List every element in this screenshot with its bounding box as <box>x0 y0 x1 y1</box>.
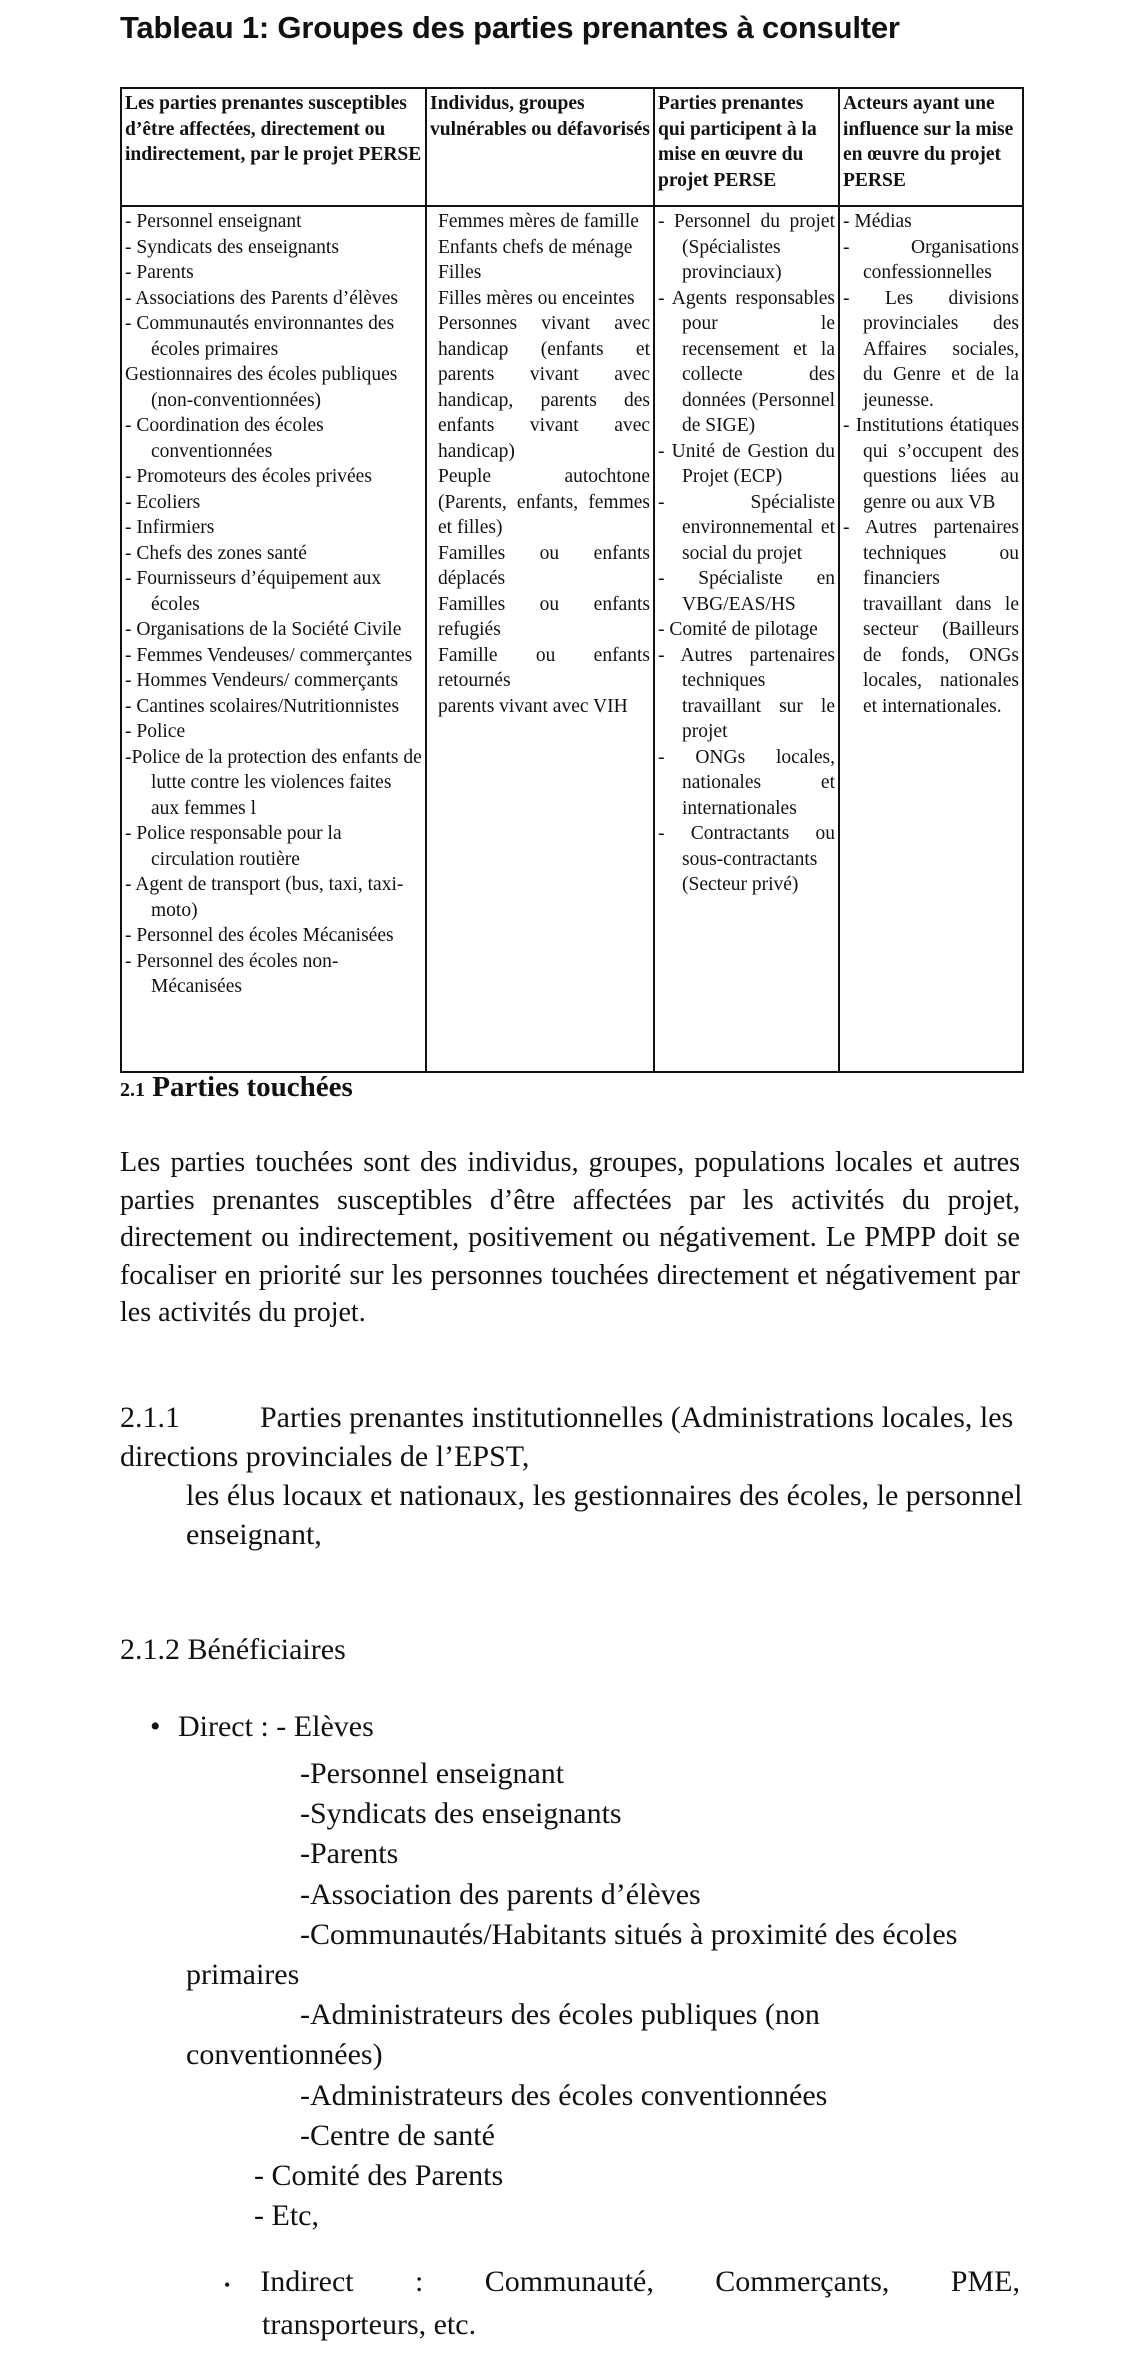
cell-influencers <box>839 206 1023 1072</box>
list-affected <box>125 209 422 1000</box>
list-item: Familles ou enfants déplacés <box>438 542 650 589</box>
list-item: - Cantines scolaires/Nutritionnistes <box>125 695 400 717</box>
list-item: -Syndicats des enseignants <box>300 1797 622 1831</box>
list-item: -Association des parents d’élèves <box>300 1877 701 1911</box>
subsection-211-line1: Parties prenantes institutionnelles (Administrations locales, les directions provinciales de l’EPST, <box>120 1401 1014 1473</box>
list-item: - Fournisseurs d’équipement aux écoles <box>125 568 382 615</box>
section-paragraph: Les parties touchées sont des individus, groupes, populations locales et autres parties prenantes susceptibles d’être affectées par les activités du projet, directement ou indirectement, positivement ou négativement. Le PMPP doit se focaliser en priorité sur les personnes touchées directement et négativement par les activités du projet. <box>120 1147 1020 1328</box>
list-item: - Coordination des écoles conventionnées <box>125 415 324 462</box>
list-item: - Ecoliers <box>125 491 201 513</box>
section-heading <box>120 1071 353 1104</box>
direct-label: Direct : - Elèves <box>178 1710 374 1743</box>
list-item: - Spécialiste en VBG/EAS/HS <box>658 568 835 615</box>
list-item: - Contractants ou sous-contractants (Secteur privé) <box>658 823 835 895</box>
cell-implementers <box>654 206 839 1072</box>
list-item: - Organisations confessionnelles <box>843 236 1019 283</box>
list-item: - Personnel des écoles non-Mécanisées <box>125 950 339 997</box>
section-number: 2.1 <box>120 1079 145 1101</box>
list-item: Familles ou enfants refugiés <box>438 593 650 640</box>
list-item: parents vivant avec VIH <box>438 695 628 717</box>
list-item: Filles <box>438 262 482 283</box>
list-item: - Institutions étatiques qui s’occupent des questions liées au genre ou aux VB <box>843 415 1019 513</box>
list-item: -Personnel enseignant <box>300 1757 565 1790</box>
direct-list <box>120 1754 1020 2236</box>
header-affected: Les parties prenantes susceptibles d’être affectées, directement ou indirectement, par le projet PERSE <box>121 88 426 206</box>
list-item: -Centre de santé <box>300 2118 495 2152</box>
list-item: Enfants chefs de ménage <box>438 236 633 258</box>
list-item: - Organisations de la Société Civile <box>125 619 402 640</box>
list-item: - Autres partenaires techniques travaillant sur le projet <box>658 644 835 742</box>
indirect-line2: transporteurs, etc. <box>262 2308 477 2341</box>
list-item: - Personnel des écoles Mécanisées <box>125 925 394 946</box>
header-implementers: Parties prenantes qui participent à la mise en œuvre du projet PERSE <box>654 88 839 206</box>
list-item: - Chefs des zones santé <box>125 542 307 564</box>
indirect-word: Commerçants, <box>715 2265 890 2298</box>
list-vulnerable <box>430 209 650 719</box>
list-item: Famille ou enfants retournés <box>438 644 650 691</box>
list-item: - Unité de Gestion du Projet (ECP) <box>658 440 835 487</box>
list-item: - Communautés environnantes des écoles primaires <box>125 313 395 360</box>
list-item: - Personnel du projet (Spécialistes provinciaux) <box>658 211 835 283</box>
list-item: - Spécialiste environnemental et social du projet <box>658 491 835 564</box>
list-item: - Promoteurs des écoles privées <box>125 466 372 487</box>
list-item: - Agents responsables pour le recensement et la collecte des données (Personnel de SIGE) <box>658 287 835 436</box>
cell-vulnerable <box>426 206 654 1072</box>
list-item: - Femmes Vendeuses/ commerçantes <box>125 644 413 666</box>
table-title: Tableau 1: Groupes des parties prenantes à consulter <box>120 10 900 45</box>
section-title: Parties touchées <box>152 1071 353 1103</box>
list-item: Femmes mères de famille <box>438 211 639 232</box>
list-item: - Comité de pilotage <box>658 619 818 640</box>
header-influencers: Acteurs ayant une influence sur la mise en œuvre du projet PERSE <box>839 88 1023 206</box>
subsection-212-title: 2.1.2 Bénéficiaires <box>120 1633 346 1666</box>
list-item: - Agent de transport (bus, taxi, taxi-moto) <box>125 874 404 921</box>
indirect-word: PME, <box>950 2265 1020 2298</box>
header-vulnerable: Individus, groupes vulnérables ou défavorisés <box>426 88 654 206</box>
list-item: - Associations des Parents d’élèves <box>125 287 398 309</box>
list-item: -Parents <box>300 1837 399 1871</box>
subsection-211 <box>120 1398 1020 1476</box>
subsection-211-line2: les élus locaux et nationaux, les gestionnaires des écoles, le personnel enseignant, <box>186 1479 1023 1551</box>
list-item: - Police responsable pour la circulation routière <box>125 823 342 870</box>
list-item: - Hommes Vendeurs/ commerçants <box>125 670 399 691</box>
table-header-row <box>121 88 1023 206</box>
list-item: -Police de la protection des enfants de lutte contre les violences faites aux femmes l <box>125 746 422 819</box>
indirect-word: Communauté, <box>484 2265 654 2298</box>
list-item: -Administrateurs des écoles conventionnées <box>300 2078 828 2112</box>
list-item: - Médias <box>843 211 912 232</box>
list-item: - Autres partenaires techniques ou financiers travaillant dans le secteur (Bailleurs de fonds, ONGs locales, nationales et internationales. <box>843 517 1019 717</box>
list-item: Gestionnaires des écoles publiques (non-conventionnées) <box>125 364 398 411</box>
bullet-icon: • <box>150 1710 161 1743</box>
indirect-word: : <box>414 2265 424 2298</box>
small-bullet-icon: • <box>224 2275 231 2295</box>
list-item: -Communautés/Habitants situés à proximité des écoles primaires <box>186 1917 958 1992</box>
list-item: - Police <box>125 721 186 742</box>
list-item: Filles mères ou enceintes <box>438 287 635 309</box>
cell-affected <box>121 206 426 1072</box>
indirect-beneficiaries <box>224 2262 1020 2344</box>
subsection-211-number: 2.1.1 <box>120 1401 180 1434</box>
list-item: Personnes vivant avec handicap (enfants et parents vivant avec handicap, parents des enfants vivant avec handicap) <box>438 313 650 462</box>
list-item: -Administrateurs des écoles publiques (non conventionnées) <box>186 1998 820 2072</box>
list-item: - Syndicats des enseignants <box>125 236 339 258</box>
list-item: - Personnel enseignant <box>125 211 302 232</box>
stakeholder-table <box>120 87 1024 1073</box>
table-row <box>121 206 1023 1072</box>
indirect-word: Indirect <box>260 2265 354 2298</box>
list-item: - Etc, <box>254 2199 319 2233</box>
list-item: - ONGs locales, nationales et internationales <box>658 746 835 819</box>
list-item: - Les divisions provinciales des Affaires sociales, du Genre et de la jeunesse. <box>843 287 1019 411</box>
list-item: - Comité des Parents <box>254 2159 504 2193</box>
list-item: - Parents <box>125 262 194 283</box>
list-item: - Infirmiers <box>125 517 215 538</box>
list-item: Peuple autochtone (Parents, enfants, femmes et filles) <box>438 466 650 538</box>
direct-beneficiaries <box>150 1710 374 1744</box>
list-implementers <box>658 209 835 898</box>
list-influencers <box>843 209 1019 719</box>
